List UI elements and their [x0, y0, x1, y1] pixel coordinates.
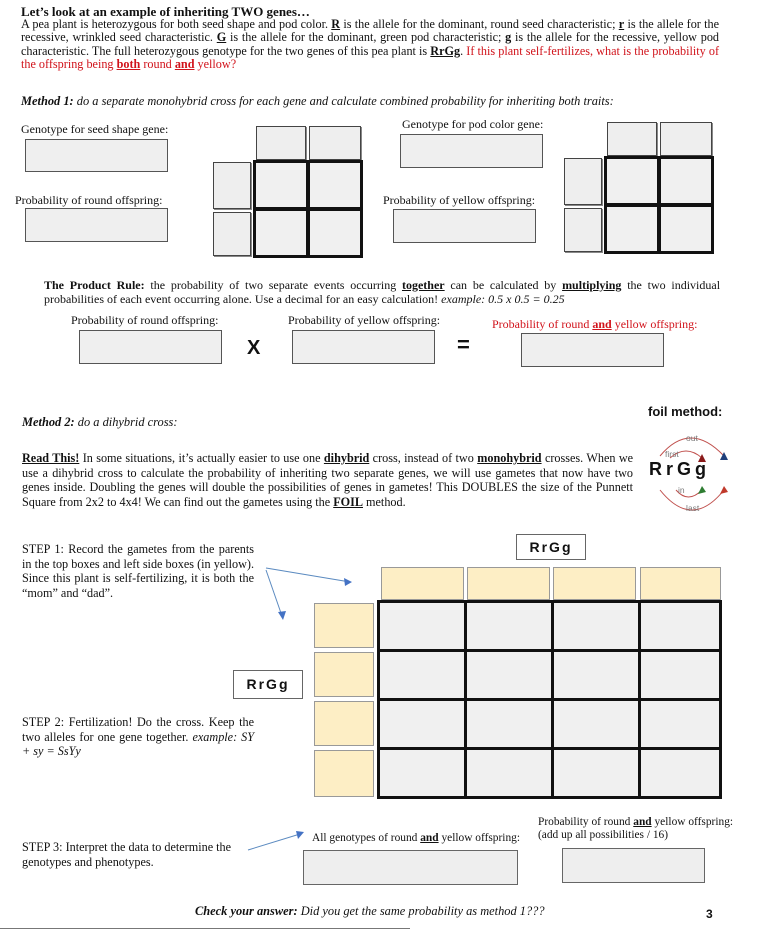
round-prob-input[interactable] [25, 208, 168, 242]
gamete-left-1[interactable] [314, 603, 374, 648]
seed-punnett-cell[interactable] [307, 208, 363, 258]
dihybrid-cell[interactable] [551, 698, 641, 750]
product-round-input[interactable] [79, 330, 222, 364]
dihybrid-cell[interactable] [638, 649, 722, 701]
pod-genotype-input[interactable] [400, 134, 543, 168]
step1-text: STEP 1: Record the gametes from the parents in the top boxes and left side boxes (in yellow). Since this plant is self-fertilizing, it is both the “mom” and “dad”. [22, 542, 254, 600]
dihybrid-cell[interactable] [464, 747, 554, 799]
seed-punnett-cell[interactable] [253, 160, 309, 210]
foil-title: foil method: [648, 404, 723, 419]
foil-in-arrowhead [698, 486, 706, 494]
arrow-to-left-boxes-head [278, 611, 286, 620]
pod-punnett-left-2[interactable] [564, 208, 602, 252]
pod-punnett-top-2[interactable] [660, 122, 712, 156]
method2-heading: Method 2: do a dihybrid cross: [22, 415, 178, 429]
final-prob-label: Probability of round and yellow offspring: (add up all possibilities / 16) [538, 816, 734, 841]
dihybrid-cell[interactable] [638, 747, 722, 799]
dihybrid-cell[interactable] [638, 698, 722, 750]
gamete-top-1[interactable] [381, 567, 464, 600]
arrow-to-top-boxes [266, 568, 350, 582]
dihybrid-cell[interactable] [464, 649, 554, 701]
seed-punnett-top-2[interactable] [309, 126, 361, 160]
foil-letters: RrGg [649, 459, 711, 479]
dihybrid-cell[interactable] [464, 600, 554, 652]
dihybrid-cell[interactable] [377, 649, 467, 701]
check-answer: Check your answer: Did you get the same probability as method 1??? [195, 904, 545, 918]
product-round-label: Probability of round offspring: [71, 313, 219, 327]
product-yellow-label: Probability of yellow offspring: [288, 313, 441, 327]
dihybrid-cell[interactable] [377, 600, 467, 652]
gamete-top-3[interactable] [553, 567, 636, 600]
intro-title: Let’s look at an example of inheriting TWO genes… [21, 4, 310, 19]
equals-sign: = [457, 332, 470, 357]
intro-paragraph: A pea plant is heterozygous for both seed shape and pod color. R is the allele for the dominant, round seed characteristic; r is the allele for the recessive, wrinkled seed characteristic. G is the allele for the dominant, green pod characteristic; g is the allele for the recessive, yellow pod characteristic. The full heterozygous genotype for the two genes of this pea plant is RrGg. If this plant self-fertilizes, what is the probability of the offspring being both round and yellow? [21, 17, 720, 71]
product-combined-label: Probability of round and yellow offspring: [492, 317, 698, 331]
dihybrid-cell[interactable] [377, 747, 467, 799]
foil-last-label: last [686, 503, 700, 513]
dihybrid-cell[interactable] [551, 747, 641, 799]
all-genotypes-label: All genotypes of round and yellow offspring: [312, 832, 521, 844]
seed-punnett-left-2[interactable] [213, 212, 251, 256]
round-prob-label: Probability of round offspring: [15, 193, 163, 207]
pod-punnett-top-1[interactable] [607, 122, 657, 156]
yellow-prob-input[interactable] [393, 209, 536, 243]
method1-heading: Method 1: do a separate monohybrid cross for each gene and calculate combined probability for inheriting both traits: [21, 94, 614, 108]
seed-punnett-top-1[interactable] [256, 126, 306, 160]
foil-last-arrowhead [720, 486, 728, 494]
times-sign: X [247, 337, 261, 359]
gamete-top-4[interactable] [640, 567, 721, 600]
top-parent-genotype: RrGg [516, 534, 586, 560]
seed-punnett-left-1[interactable] [213, 162, 251, 209]
page-number: 3 [706, 907, 713, 921]
all-genotypes-input[interactable] [303, 850, 518, 885]
seed-punnett-cell[interactable] [307, 160, 363, 210]
foil-first-label: first [665, 449, 679, 459]
footer-rule [0, 928, 410, 929]
seed-punnett-cell[interactable] [253, 208, 309, 258]
pod-punnett-cell[interactable] [658, 156, 714, 206]
left-parent-genotype: RrGg [233, 670, 303, 699]
gamete-left-3[interactable] [314, 701, 374, 746]
dihybrid-cell[interactable] [551, 649, 641, 701]
pod-genotype-label: Genotype for pod color gene: [402, 117, 544, 131]
arrow-to-left-boxes [266, 570, 282, 616]
dihybrid-cell[interactable] [464, 698, 554, 750]
final-prob-input[interactable] [562, 848, 705, 883]
product-combined-input[interactable] [521, 333, 664, 367]
pod-punnett-cell[interactable] [658, 204, 714, 254]
pod-punnett-left-1[interactable] [564, 158, 602, 205]
arrow-to-top-boxes-head [344, 578, 352, 586]
pod-punnett-cell[interactable] [604, 204, 660, 254]
step3-text: STEP 3: Interpret the data to determine the genotypes and phenotypes. [22, 840, 232, 869]
product-yellow-input[interactable] [292, 330, 435, 364]
gamete-left-2[interactable] [314, 652, 374, 697]
step2-text: STEP 2: Fertilization! Do the cross. Keep the two alleles for one gene together. example: SY + sy = SsYy [22, 715, 255, 758]
product-rule-paragraph: The Product Rule: the probability of two separate events occurring together can be calculated by multiplying the two individual probabilities of each event occurring alone. Use a decimal for an easy calculation! example: 0.5 x 0.5 = 0.25 [44, 278, 721, 306]
yellow-prob-label: Probability of yellow offspring: [383, 193, 536, 207]
gamete-top-2[interactable] [467, 567, 550, 600]
foil-out-label: out [686, 433, 698, 443]
foil-in-label: in [678, 485, 685, 495]
gamete-left-4[interactable] [314, 750, 374, 797]
seed-genotype-input[interactable] [25, 139, 168, 172]
dihybrid-cell[interactable] [551, 600, 641, 652]
pod-punnett-cell[interactable] [604, 156, 660, 206]
seed-genotype-label: Genotype for seed shape gene: [21, 122, 169, 136]
step3-arrow [246, 828, 308, 854]
method2-paragraph: Read This! In some situations, it’s actually easier to use one dihybrid cross, instead of two monohybrid crosses. When we use a dihybrid cross to calculate the probability of inheriting two separate genes, we will use gametes that now have two genes inside. Doubling the genes will double the possibilities of genes in gametes! This DOUBLES the size of the Punnett Square from 2x2 to 4x4! We can find out the gametes using the FOIL method. [22, 451, 634, 509]
dihybrid-cell[interactable] [638, 600, 722, 652]
dihybrid-cell[interactable] [377, 698, 467, 750]
